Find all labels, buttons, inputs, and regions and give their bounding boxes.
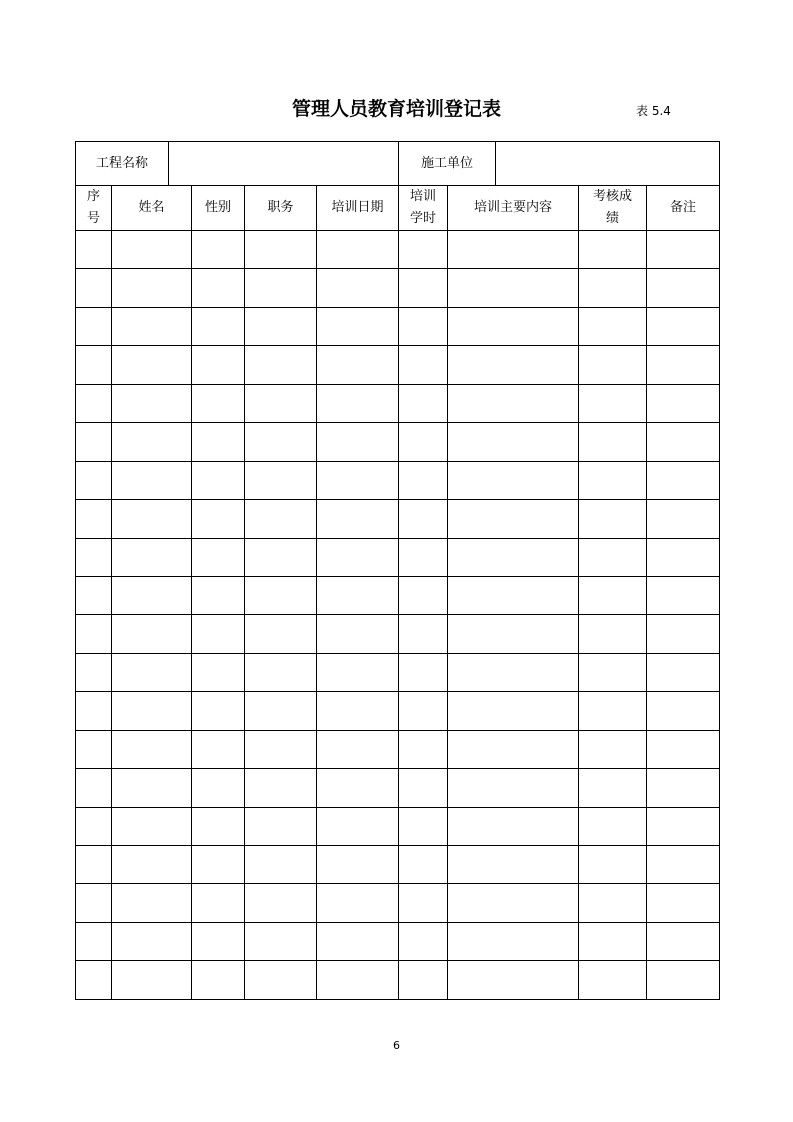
cell-remark[interactable] xyxy=(647,423,720,461)
cell-hours[interactable] xyxy=(399,615,448,653)
cell-position[interactable] xyxy=(245,692,317,730)
cell-content[interactable] xyxy=(448,961,579,999)
cell-seq[interactable] xyxy=(76,961,112,999)
construction-unit-label: 施工单位 xyxy=(399,142,496,186)
table-row xyxy=(76,423,720,461)
cell-content[interactable] xyxy=(448,231,579,269)
cell-content[interactable] xyxy=(448,884,579,922)
cell-seq[interactable] xyxy=(76,615,112,653)
cell-remark[interactable] xyxy=(647,692,720,730)
cell-date[interactable] xyxy=(317,807,399,845)
cell-seq[interactable] xyxy=(76,384,112,422)
cell-hours[interactable] xyxy=(399,538,448,576)
cell-name[interactable] xyxy=(112,884,192,922)
cell-content[interactable] xyxy=(448,769,579,807)
cell-name[interactable] xyxy=(112,922,192,960)
header-position: 职务 xyxy=(245,185,317,231)
cell-hours[interactable] xyxy=(399,922,448,960)
cell-seq[interactable] xyxy=(76,231,112,269)
cell-date[interactable] xyxy=(317,884,399,922)
cell-hours[interactable] xyxy=(399,769,448,807)
cell-score[interactable] xyxy=(579,500,647,538)
cell-name[interactable] xyxy=(112,538,192,576)
cell-name[interactable] xyxy=(112,769,192,807)
cell-seq[interactable] xyxy=(76,538,112,576)
cell-date[interactable] xyxy=(317,922,399,960)
header-gender: 性别 xyxy=(192,185,245,231)
cell-hours[interactable] xyxy=(399,346,448,384)
cell-content[interactable] xyxy=(448,461,579,499)
cell-name[interactable] xyxy=(112,423,192,461)
info-table xyxy=(75,141,720,186)
table-row xyxy=(76,231,720,269)
table-row xyxy=(76,961,720,999)
table-row xyxy=(76,692,720,730)
cell-score[interactable] xyxy=(579,846,647,884)
cell-hours[interactable] xyxy=(399,884,448,922)
cell-hours[interactable] xyxy=(399,461,448,499)
cell-gender[interactable] xyxy=(192,730,245,768)
cell-hours[interactable] xyxy=(399,423,448,461)
cell-score[interactable] xyxy=(579,423,647,461)
cell-name[interactable] xyxy=(112,692,192,730)
cell-seq[interactable] xyxy=(76,576,112,614)
cell-date[interactable] xyxy=(317,615,399,653)
cell-hours[interactable] xyxy=(399,384,448,422)
cell-position[interactable] xyxy=(245,576,317,614)
cell-score[interactable] xyxy=(579,461,647,499)
cell-gender[interactable] xyxy=(192,538,245,576)
cell-hours[interactable] xyxy=(399,730,448,768)
cell-gender[interactable] xyxy=(192,615,245,653)
cell-position[interactable] xyxy=(245,922,317,960)
cell-remark[interactable] xyxy=(647,884,720,922)
header-hours: 培训学时 xyxy=(399,185,448,231)
cell-score[interactable] xyxy=(579,884,647,922)
cell-position[interactable] xyxy=(245,538,317,576)
cell-content[interactable] xyxy=(448,653,579,691)
cell-name[interactable] xyxy=(112,269,192,307)
cell-score[interactable] xyxy=(579,807,647,845)
cell-hours[interactable] xyxy=(399,807,448,845)
cell-score[interactable] xyxy=(579,615,647,653)
cell-name[interactable] xyxy=(112,730,192,768)
cell-position[interactable] xyxy=(245,269,317,307)
cell-seq[interactable] xyxy=(76,922,112,960)
cell-seq[interactable] xyxy=(76,346,112,384)
cell-date[interactable] xyxy=(317,730,399,768)
cell-gender[interactable] xyxy=(192,500,245,538)
cell-position[interactable] xyxy=(245,846,317,884)
cell-name[interactable] xyxy=(112,307,192,345)
cell-name[interactable] xyxy=(112,461,192,499)
cell-gender[interactable] xyxy=(192,423,245,461)
cell-remark[interactable] xyxy=(647,307,720,345)
cell-hours[interactable] xyxy=(399,692,448,730)
cell-seq[interactable] xyxy=(76,692,112,730)
table-row xyxy=(76,846,720,884)
cell-seq[interactable] xyxy=(76,769,112,807)
cell-date[interactable] xyxy=(317,423,399,461)
cell-gender[interactable] xyxy=(192,576,245,614)
cell-hours[interactable] xyxy=(399,653,448,691)
cell-content[interactable] xyxy=(448,615,579,653)
cell-hours[interactable] xyxy=(399,307,448,345)
table-row xyxy=(76,884,720,922)
cell-gender[interactable] xyxy=(192,653,245,691)
cell-score[interactable] xyxy=(579,231,647,269)
cell-gender[interactable] xyxy=(192,922,245,960)
cell-date[interactable] xyxy=(317,231,399,269)
cell-content[interactable] xyxy=(448,423,579,461)
cell-date[interactable] xyxy=(317,500,399,538)
header-seq: 序号 xyxy=(76,185,112,231)
cell-remark[interactable] xyxy=(647,653,720,691)
cell-position[interactable] xyxy=(245,730,317,768)
cell-remark[interactable] xyxy=(647,807,720,845)
cell-date[interactable] xyxy=(317,769,399,807)
table-row xyxy=(76,538,720,576)
cell-content[interactable] xyxy=(448,269,579,307)
table-row xyxy=(76,346,720,384)
cell-score[interactable] xyxy=(579,730,647,768)
cell-gender[interactable] xyxy=(192,692,245,730)
cell-remark[interactable] xyxy=(647,576,720,614)
cell-content[interactable] xyxy=(448,538,579,576)
cell-score[interactable] xyxy=(579,692,647,730)
cell-seq[interactable] xyxy=(76,500,112,538)
cell-hours[interactable] xyxy=(399,846,448,884)
header-date: 培训日期 xyxy=(317,185,399,231)
cell-date[interactable] xyxy=(317,269,399,307)
cell-date[interactable] xyxy=(317,307,399,345)
cell-gender[interactable] xyxy=(192,346,245,384)
cell-score[interactable] xyxy=(579,269,647,307)
cell-name[interactable] xyxy=(112,346,192,384)
table-row xyxy=(76,653,720,691)
cell-gender[interactable] xyxy=(192,884,245,922)
header-content: 培训主要内容 xyxy=(448,185,579,231)
document-title: 管理人员教育培训登记表 xyxy=(291,98,501,120)
cell-gender[interactable] xyxy=(192,846,245,884)
cell-position[interactable] xyxy=(245,423,317,461)
cell-seq[interactable] xyxy=(76,653,112,691)
cell-score[interactable] xyxy=(579,576,647,614)
cell-remark[interactable] xyxy=(647,730,720,768)
cell-remark[interactable] xyxy=(647,922,720,960)
cell-gender[interactable] xyxy=(192,269,245,307)
table-row xyxy=(76,461,720,499)
cell-seq[interactable] xyxy=(76,807,112,845)
table-row xyxy=(76,576,720,614)
cell-gender[interactable] xyxy=(192,807,245,845)
cell-hours[interactable] xyxy=(399,269,448,307)
cell-position[interactable] xyxy=(245,653,317,691)
cell-position[interactable] xyxy=(245,500,317,538)
table-row xyxy=(76,922,720,960)
cell-date[interactable] xyxy=(317,384,399,422)
header-remark: 备注 xyxy=(647,185,720,231)
cell-score[interactable] xyxy=(579,538,647,576)
cell-date[interactable] xyxy=(317,653,399,691)
cell-name[interactable] xyxy=(112,500,192,538)
cell-gender[interactable] xyxy=(192,769,245,807)
header-score: 考核成绩 xyxy=(579,185,647,231)
cell-seq[interactable] xyxy=(76,730,112,768)
cell-position[interactable] xyxy=(245,346,317,384)
cell-remark[interactable] xyxy=(647,346,720,384)
cell-gender[interactable] xyxy=(192,961,245,999)
cell-gender[interactable] xyxy=(192,384,245,422)
project-name-field[interactable] xyxy=(169,142,399,186)
cell-seq[interactable] xyxy=(76,884,112,922)
cell-date[interactable] xyxy=(317,692,399,730)
cell-gender[interactable] xyxy=(192,461,245,499)
table-row xyxy=(76,384,720,422)
cell-name[interactable] xyxy=(112,846,192,884)
table-row xyxy=(76,730,720,768)
cell-position[interactable] xyxy=(245,807,317,845)
cell-date[interactable] xyxy=(317,538,399,576)
cell-remark[interactable] xyxy=(647,769,720,807)
cell-remark[interactable] xyxy=(647,615,720,653)
cell-remark[interactable] xyxy=(647,231,720,269)
cell-position[interactable] xyxy=(245,307,317,345)
cell-name[interactable] xyxy=(112,807,192,845)
cell-remark[interactable] xyxy=(647,461,720,499)
cell-name[interactable] xyxy=(112,231,192,269)
cell-remark[interactable] xyxy=(647,961,720,999)
table-row xyxy=(76,615,720,653)
cell-content[interactable] xyxy=(448,730,579,768)
table-row xyxy=(76,807,720,845)
cell-content[interactable] xyxy=(448,846,579,884)
cell-position[interactable] xyxy=(245,769,317,807)
cell-position[interactable] xyxy=(245,615,317,653)
cell-score[interactable] xyxy=(579,961,647,999)
cell-score[interactable] xyxy=(579,346,647,384)
cell-seq[interactable] xyxy=(76,269,112,307)
cell-name[interactable] xyxy=(112,653,192,691)
cell-hours[interactable] xyxy=(399,231,448,269)
cell-gender[interactable] xyxy=(192,307,245,345)
header-name: 姓名 xyxy=(112,185,192,231)
cell-content[interactable] xyxy=(448,922,579,960)
cell-name[interactable] xyxy=(112,384,192,422)
cell-position[interactable] xyxy=(245,884,317,922)
cell-date[interactable] xyxy=(317,846,399,884)
cell-name[interactable] xyxy=(112,576,192,614)
cell-score[interactable] xyxy=(579,769,647,807)
cell-content[interactable] xyxy=(448,384,579,422)
page-number: 6 xyxy=(393,1039,400,1052)
cell-remark[interactable] xyxy=(647,500,720,538)
cell-date[interactable] xyxy=(317,346,399,384)
cell-hours[interactable] xyxy=(399,576,448,614)
table-row xyxy=(76,307,720,345)
cell-seq[interactable] xyxy=(76,846,112,884)
cell-position[interactable] xyxy=(245,384,317,422)
table-row xyxy=(76,769,720,807)
cell-seq[interactable] xyxy=(76,307,112,345)
cell-remark[interactable] xyxy=(647,269,720,307)
cell-hours[interactable] xyxy=(399,500,448,538)
header-row xyxy=(76,185,720,231)
table-number: 表 5.4 xyxy=(636,104,671,118)
cell-gender[interactable] xyxy=(192,231,245,269)
cell-position[interactable] xyxy=(245,961,317,999)
project-name-label: 工程名称 xyxy=(76,142,169,186)
table-row xyxy=(76,500,720,538)
cell-seq[interactable] xyxy=(76,423,112,461)
cell-date[interactable] xyxy=(317,576,399,614)
cell-content[interactable] xyxy=(448,307,579,345)
cell-content[interactable] xyxy=(448,576,579,614)
cell-name[interactable] xyxy=(112,615,192,653)
cell-hours[interactable] xyxy=(399,961,448,999)
cell-content[interactable] xyxy=(448,500,579,538)
cell-remark[interactable] xyxy=(647,846,720,884)
cell-content[interactable] xyxy=(448,807,579,845)
cell-date[interactable] xyxy=(317,461,399,499)
cell-date[interactable] xyxy=(317,961,399,999)
cell-content[interactable] xyxy=(448,346,579,384)
training-register-table xyxy=(75,185,720,1000)
cell-position[interactable] xyxy=(245,231,317,269)
cell-position[interactable] xyxy=(245,461,317,499)
cell-remark[interactable] xyxy=(647,384,720,422)
cell-score[interactable] xyxy=(579,653,647,691)
cell-name[interactable] xyxy=(112,961,192,999)
cell-remark[interactable] xyxy=(647,538,720,576)
cell-score[interactable] xyxy=(579,307,647,345)
cell-score[interactable] xyxy=(579,922,647,960)
construction-unit-field[interactable] xyxy=(496,142,720,186)
cell-seq[interactable] xyxy=(76,461,112,499)
cell-content[interactable] xyxy=(448,692,579,730)
table-row xyxy=(76,269,720,307)
cell-score[interactable] xyxy=(579,384,647,422)
